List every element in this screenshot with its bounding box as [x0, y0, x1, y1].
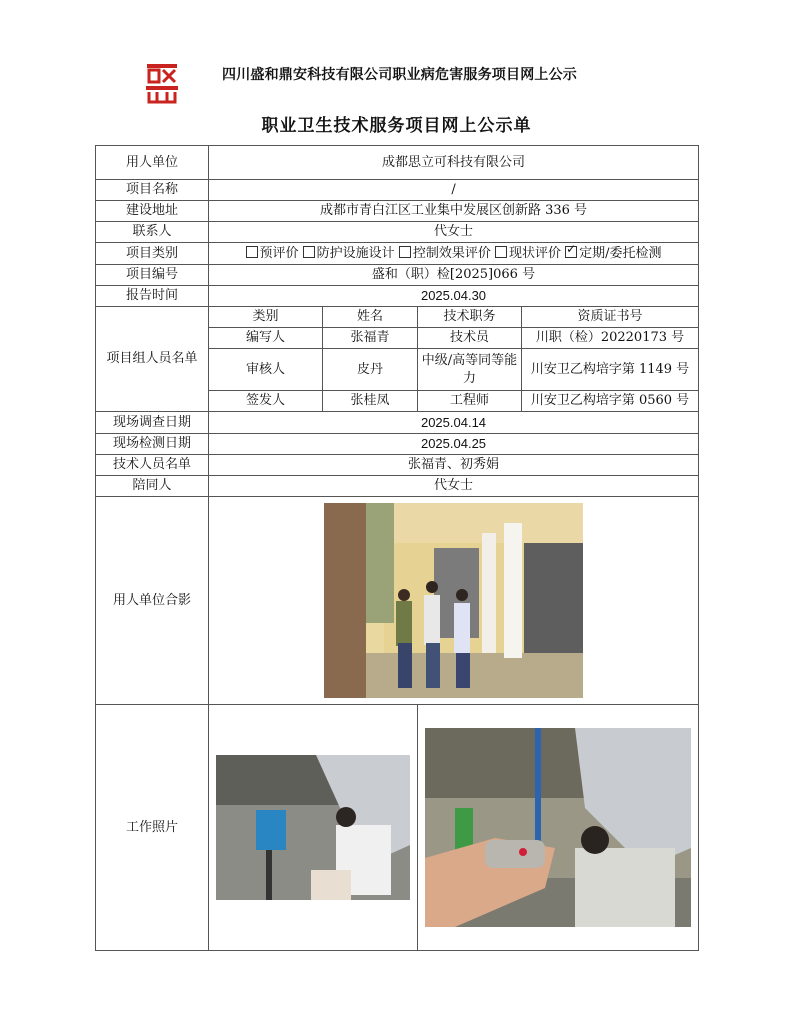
label-report-time: 报告时间: [96, 286, 209, 307]
group-photo-cell: [209, 497, 699, 705]
value-test-date: 2025.04.25: [209, 434, 699, 455]
team-cell: 编写人: [209, 328, 323, 349]
label-work-photo: 工作照片: [96, 705, 209, 951]
category-option: 控制效果评价: [399, 246, 491, 261]
company-header-text: 四川盛和鼎安科技有限公司职业病危害服务项目网上公示: [222, 67, 577, 83]
team-cell: 川安卫乙构培字第 1149 号: [522, 349, 699, 391]
team-cell: 川职（检）20220173 号: [522, 328, 699, 349]
company-logo: [143, 60, 181, 104]
value-tech-staff: 张福青、初秀娟: [209, 455, 699, 476]
team-cell: 技术员: [418, 328, 522, 349]
checkbox-icon: [246, 246, 258, 258]
label-category: 项目类别: [96, 243, 209, 265]
label-client: 用人单位: [96, 146, 209, 180]
info-table: [95, 145, 699, 951]
category-option: 预评价: [246, 246, 299, 261]
value-client: 成都思立可科技有限公司: [209, 146, 699, 180]
value-report-time: 2025.04.30: [209, 286, 699, 307]
team-cell: 中级/高等同等能力: [418, 349, 522, 391]
team-header: 类别: [209, 307, 323, 328]
value-category: [209, 243, 699, 265]
team-cell: 张桂凤: [323, 391, 418, 412]
category-option: ✓ 定期/委托检测: [565, 246, 661, 261]
value-project-no: 盛和（职）检[2025]066 号: [209, 265, 699, 286]
work-photo-cell-1: [209, 705, 418, 951]
label-address: 建设地址: [96, 201, 209, 222]
team-header: 姓名: [323, 307, 418, 328]
team-header: 资质证书号: [522, 307, 699, 328]
value-project-name: /: [209, 180, 699, 201]
page-title: 职业卫生技术服务项目网上公示单: [261, 116, 532, 136]
work-photo-cell-2: [418, 705, 699, 951]
value-accompany: 代女士: [209, 476, 699, 497]
category-option: 防护设施设计: [303, 246, 395, 261]
label-test-date: 现场检测日期: [96, 434, 209, 455]
work-photo-1: [216, 755, 410, 900]
work-photo-2: [425, 728, 691, 927]
label-team: 项目组人员名单: [96, 307, 209, 412]
value-survey-date: 2025.04.14: [209, 412, 699, 434]
page-header: [0, 0, 793, 110]
label-project-no: 项目编号: [96, 265, 209, 286]
value-address: 成都市青白江区工业集中发展区创新路 336 号: [209, 201, 699, 222]
team-cell: 张福青: [323, 328, 418, 349]
team-cell: 审核人: [209, 349, 323, 391]
label-tech-staff: 技术人员名单: [96, 455, 209, 476]
checkbox-icon: [495, 246, 507, 258]
label-project-name: 项目名称: [96, 180, 209, 201]
category-option: 现状评价: [495, 246, 561, 261]
group-photo: [324, 503, 583, 698]
checkbox-icon: [399, 246, 411, 258]
team-cell: 签发人: [209, 391, 323, 412]
team-header: 技术职务: [418, 307, 522, 328]
team-cell: 川安卫乙构培字第 0560 号: [522, 391, 699, 412]
team-cell: 皮丹: [323, 349, 418, 391]
checked-checkbox-icon: [565, 246, 577, 258]
value-contact: 代女士: [209, 222, 699, 243]
checkbox-icon: [303, 246, 315, 258]
team-cell: 工程师: [418, 391, 522, 412]
label-accompany: 陪同人: [96, 476, 209, 497]
label-group-photo: 用人单位合影: [96, 497, 209, 705]
label-survey-date: 现场调查日期: [96, 412, 209, 434]
label-contact: 联系人: [96, 222, 209, 243]
